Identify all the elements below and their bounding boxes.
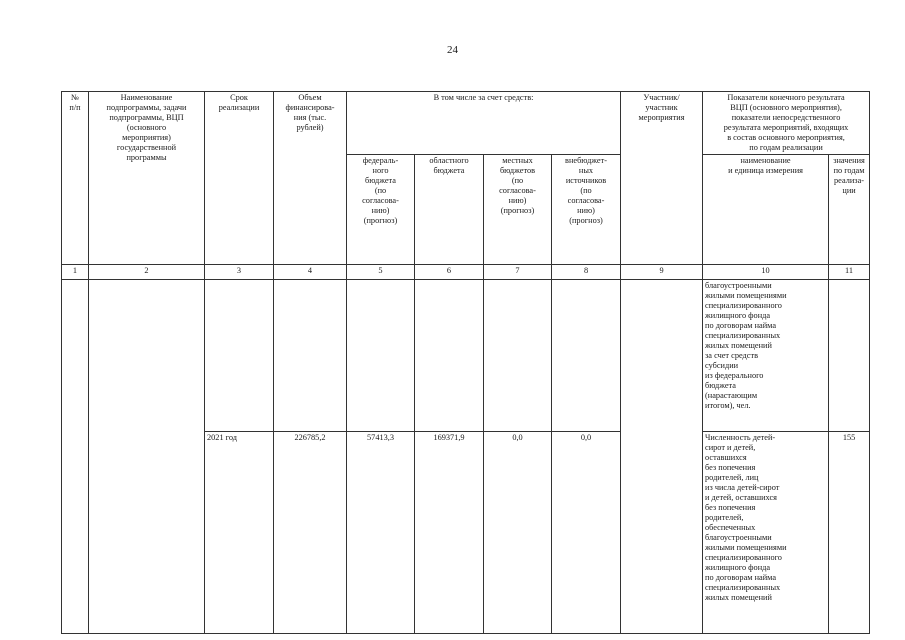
table-row — [62, 280, 870, 432]
column-number: 7 — [484, 265, 552, 280]
header-sources-group: В том числе за счет средств: — [347, 92, 621, 155]
column-numbers-row — [62, 265, 870, 280]
local-cell: 0,0 — [484, 432, 552, 634]
indicator-name-cell: благоустроенными жилыми помещениями специализированного жилищного фонда по договорам найма специализированных жилых помещений за счет средств субсидии из федерального бюджета (нарастающим итогом), чел. — [703, 280, 829, 432]
header-num: № п/п — [62, 92, 89, 265]
column-number: 3 — [205, 265, 274, 280]
column-number: 10 — [703, 265, 829, 280]
header-indicator-value: значения по годам реализа- ции — [829, 155, 870, 265]
indicator-value-cell — [829, 280, 870, 432]
page-number: 24 — [447, 44, 458, 56]
volume-cell — [274, 280, 347, 432]
federal-cell — [347, 280, 415, 432]
term-cell: 2021 год — [205, 432, 274, 634]
header-indicators-group: Показатели конечного результата ВЦП (основного мероприятия), показатели непосредственного результата мероприятий, входящих в состав основного мероприятия, по годам реализации — [703, 92, 870, 155]
column-number: 4 — [274, 265, 347, 280]
row-num-cell — [62, 280, 89, 634]
header-federal: федераль- ного бюджета (по согласова- нию) (прогноз) — [347, 155, 415, 265]
extra-cell: 0,0 — [552, 432, 621, 634]
term-cell — [205, 280, 274, 432]
header-name: Наименование подпрограммы, задачи подпрограммы, ВЦП (основного мероприятия) государственной программы — [89, 92, 205, 265]
local-cell — [484, 280, 552, 432]
header-indicator-name: наименование и единица измерения — [703, 155, 829, 265]
federal-cell: 57413,3 — [347, 432, 415, 634]
header-term: Срок реализации — [205, 92, 274, 265]
participant-cell — [621, 280, 703, 634]
regional-cell — [415, 280, 484, 432]
header-extra: внебюджет- ных источников (по согласова- нию) (прогноз) — [552, 155, 621, 265]
column-number: 8 — [552, 265, 621, 280]
header-regional: областного бюджета — [415, 155, 484, 265]
column-number: 2 — [89, 265, 205, 280]
extra-cell — [552, 280, 621, 432]
regional-cell: 169371,9 — [415, 432, 484, 634]
header-local: местных бюджетов (по согласова- нию) (прогноз) — [484, 155, 552, 265]
column-number: 6 — [415, 265, 484, 280]
column-number: 1 — [62, 265, 89, 280]
indicator-name-cell: Численность детей- сирот и детей, оставшихся без попечения родителей, лиц из числа детей-сирот и детей, оставшихся без попечения родителей, обеспеченных благоустроенными жилыми помещениями специализированного жилищного фонда по договорам найма специализированных жилых помещений — [703, 432, 829, 634]
header-volume: Объем финансирова- ния (тыс. рублей) — [274, 92, 347, 265]
column-number: 9 — [621, 265, 703, 280]
column-number: 11 — [829, 265, 870, 280]
header-participant: Участник/ участник мероприятия — [621, 92, 703, 265]
program-table — [61, 91, 870, 634]
indicator-value-cell: 155 — [829, 432, 870, 634]
volume-cell: 226785,2 — [274, 432, 347, 634]
column-number: 5 — [347, 265, 415, 280]
row-name-cell — [89, 280, 205, 634]
